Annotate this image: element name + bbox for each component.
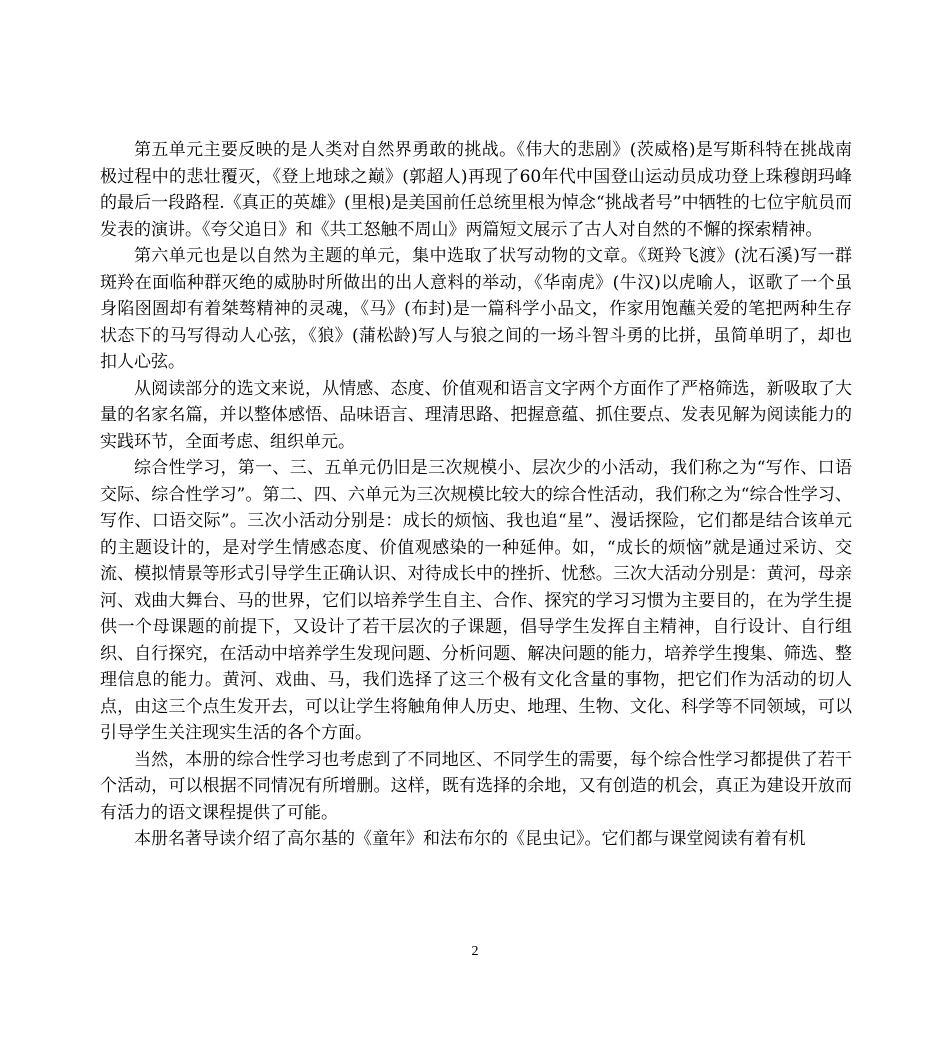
page-number: 2 <box>471 944 479 959</box>
body-text <box>100 137 852 853</box>
paragraph-classic-reading-guide: 本册名著导读介绍了高尔基的《童年》和法布尔的《昆虫记》。它们都与课堂阅读有着有机 <box>134 829 806 849</box>
paragraph-unit-five: 第五单元主要反映的是人类对自然界勇敢的挑战。《伟大的悲剧》(茨威格)是写斯科特在挑战南极过程中的悲壮覆灭，《登上地球之巅》(郭超人)再现了60年代中国登山运动员成功登上珠穆朗玛峰的最后一段路程.《真正的英雄》(里根)是美国前任总统里根为悼念“挑战者号”中牺牲的七位宇航员而发表的演讲。《夸父追日》和《共工怒触不周山》两篇短文展示了古人对自然的不懈的探索精神。 <box>100 140 852 240</box>
paragraph-comprehensive-learning: 综合性学习，第一、三、五单元仍旧是三次规模小、层次少的小活动，我们称之为“写作、口语交际、综合性学习”。第二、四、六单元为三次规模比较大的综合性活动，我们称之为“综合性学习、写作、口语交际”。三次小活动分别是：成长的烦恼、我也追“星”、漫话探险，它们都是结合该单元的主题设计的，是对学生情感态度、价值观感染的一种延伸。如，“成长的烦恼”就是通过采访、交流、模拟情景等形式引导学生正确认识、对待成长中的挫折、忧愁。三次大活动分别是：黄河，母亲河、戏曲大舞台、马的世界，它们以培养学生自主、合作、探究的学习习惯为主要目的，在为学生提供一个母课题的前提下，又设计了若干层次的子课题，倡导学生发挥自主精神，自行设计、自行组织、自行探究，在活动中培养学生发现问题、分析问题、解决问题的能力，培养学生搜集、筛选、整理信息的能力。黄河、戏曲、马，我们选择了这三个极有文化含量的事物，把它们作为活动的切人点，由这三个点生发开去，可以让学生将触角伸人历史、地理、生物、文化、科学等不同领域，可以引导学生关注现实生活的各个方面。 <box>100 458 852 743</box>
paragraph-reading-selection: 从阅读部分的选文来说，从情感、态度、价值观和语言文字两个方面作了严格筛选，新吸取了大量的名家名篇，并以整体感悟、品味语言、理清思路、把握意蕴、抓住要点、发表见解为阅读能力的实践环节，全面考虑、组织单元。 <box>100 378 852 452</box>
paragraph-activity-options: 当然，本册的综合性学习也考虑到了不同地区、不同学生的需要，每个综合性学习都提供了若干个活动，可以根据不同情况有所增删。这样，既有选择的余地，又有创造的机会，真正为建设开放而有活力的语文课程提供了可能。 <box>100 749 852 823</box>
paragraph-unit-six: 第六单元也是以自然为主题的单元，集中选取了状写动物的文章。《斑羚飞渡》(沈石溪)写一群斑羚在面临种群灭绝的威胁时所做出的出人意料的举动，《华南虎》(牛汉)以虎喻人，讴歌了一个虽身陷囹圄却有着桀骜精神的灵魂，《马》(布封)是一篇科学小品文，作家用饱蘸关爱的笔把两种生存状态下的马写得动人心弦，《狼》(蒲松龄)写人与狼之间的一场斗智斗勇的比拼，虽简单明了，却也扣人心弦。 <box>100 246 852 372</box>
